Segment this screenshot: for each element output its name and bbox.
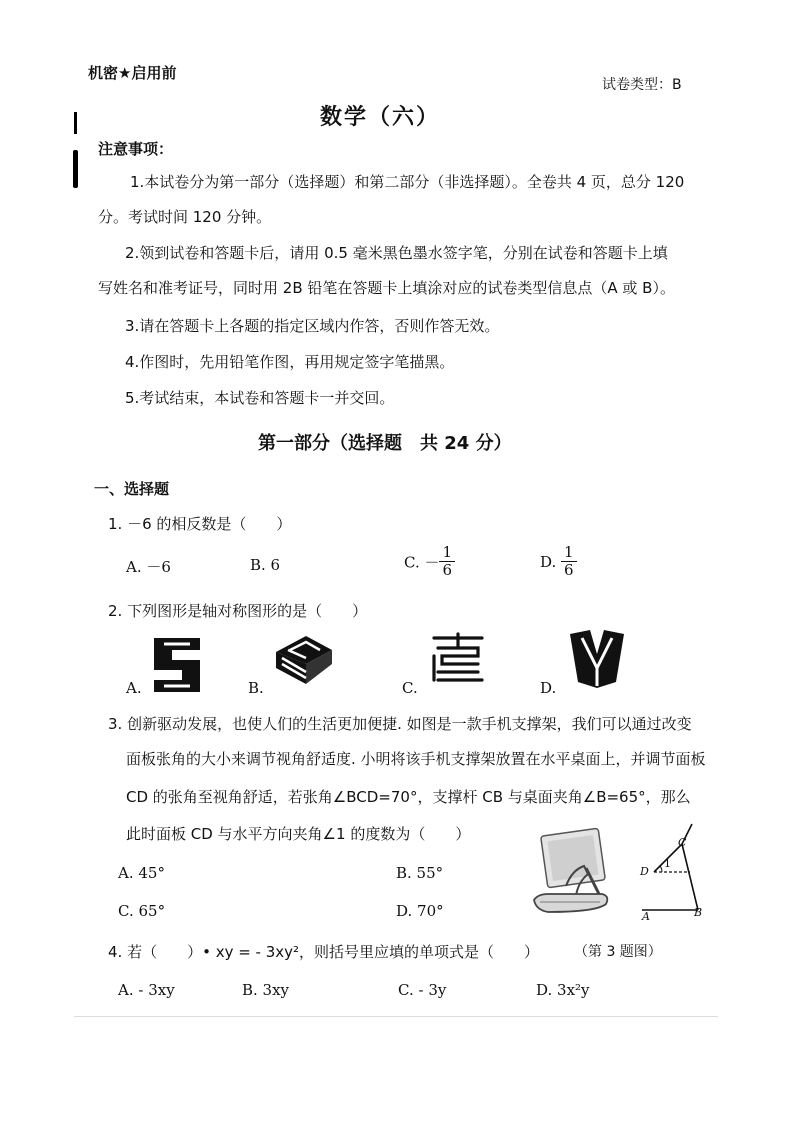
part-one-heading: 第一部分（选择题 共 24 分）: [258, 433, 512, 454]
phone-stand-illustration: [526, 826, 616, 918]
symmetry-figure-a: [150, 636, 204, 694]
diagram-label-c: C: [678, 836, 687, 849]
notice-heading: 注意事项：: [98, 140, 174, 158]
diagram-label-angle: 1: [664, 857, 671, 870]
section-heading: 一、选择题: [94, 480, 170, 498]
question-1-option-b: B. 6: [250, 556, 281, 574]
notice-item-1: 1.本试卷分为第一部分（选择题）和第二部分（非选择题）。全卷共 4 页，总分 120: [130, 173, 685, 191]
fraction-numerator: 1: [439, 544, 455, 562]
question-1-option-c: [404, 544, 455, 580]
question-3-option-a: A. 45°: [118, 864, 165, 882]
diagram-label-b: B: [694, 906, 703, 919]
notice-item-4: 4.作图时，先用铅笔作图，再用规定签字笔描黑。: [125, 353, 455, 371]
notice-item-2: 2.领到试卷和答题卡后，请用 0.5 毫米黑色墨水签字笔，分别在试卷和答题卡上填: [125, 244, 668, 262]
fraction-denominator: 6: [442, 561, 453, 580]
question-4-stem: 4. 若（ ）• xy = - 3xy²，则括号里应填的单项式是（ ）: [108, 943, 540, 961]
notice-item-1-cont: 分。考试时间 120 分钟。: [98, 208, 272, 226]
question-2-option-d-label: D.: [540, 679, 557, 697]
scan-margin-mark: [74, 112, 77, 134]
question-3-option-c: C. 65°: [118, 902, 166, 920]
confidential-label: 机密★启用前: [88, 64, 177, 82]
page-title: 数学（六）: [320, 105, 441, 130]
question-4-option-a: A. - 3xy: [118, 981, 175, 999]
question-3-option-d: D. 70°: [396, 902, 444, 920]
notice-item-3: 3.请在答题卡上各题的指定区域内作答，否则作答无效。: [125, 317, 500, 335]
question-3-line-4: 此时面板 CD 与水平方向夹角∠1 的度数为（ ）: [126, 825, 471, 843]
fraction: [439, 544, 455, 580]
symmetry-figure-d: [568, 628, 626, 690]
scan-margin-mark: [73, 150, 78, 188]
question-4-option-c: C. - 3y: [398, 981, 447, 999]
question-2-stem: 2. 下列图形是轴对称图形的是（ ）: [108, 602, 368, 620]
notice-item-2-cont: 写姓名和准考证号，同时用 2B 铅笔在答题卡上填涂对应的试卷类型信息点（A 或 B）。: [98, 279, 675, 297]
question-2-option-c-label: C.: [402, 679, 418, 697]
option-c-label: C. －: [404, 553, 440, 572]
diagram-label-d: D: [640, 865, 649, 878]
option-d-label: D.: [540, 552, 557, 571]
question-4-option-b: B. 3xy: [242, 981, 290, 999]
diagram-label-a: A: [642, 910, 650, 923]
figure-3-caption: （第 3 题图）: [574, 944, 662, 960]
notice-item-5: 5.考试结束，本试卷和答题卡一并交回。: [125, 389, 395, 407]
question-3-line-1: 3. 创新驱动发展，也使人们的生活更加便捷. 如图是一款手机支撑架，我们可以通过改变: [108, 715, 692, 733]
symmetry-figure-c: [428, 632, 488, 686]
paper-type-label: 试卷类型：B: [602, 77, 682, 93]
question-1-option-a: A. －6: [126, 558, 171, 576]
question-3-line-2: 面板张角的大小来调节视角舒适度. 小明将该手机支撑架放置在水平桌面上，并调节面板: [126, 750, 706, 768]
question-2-option-a-label: A.: [126, 679, 142, 697]
page-bottom-divider: [74, 1016, 718, 1017]
question-3-line-3: CD 的张角至视角舒适，若张角∠BCD=70°，支撑杆 CB 与桌面夹角∠B=65°，那么: [126, 788, 691, 806]
question-2-option-b-label: B.: [248, 679, 264, 697]
question-4-option-d: D. 3x²y: [536, 981, 590, 999]
fraction: [561, 544, 577, 580]
question-1-option-d: [540, 544, 577, 580]
symmetry-figure-b: [272, 630, 336, 690]
question-3-option-b: B. 55°: [396, 864, 444, 882]
fraction-denominator: 6: [564, 561, 574, 580]
question-1-stem: 1. －6 的相反数是（ ）: [108, 515, 292, 533]
fraction-numerator: 1: [561, 544, 577, 562]
